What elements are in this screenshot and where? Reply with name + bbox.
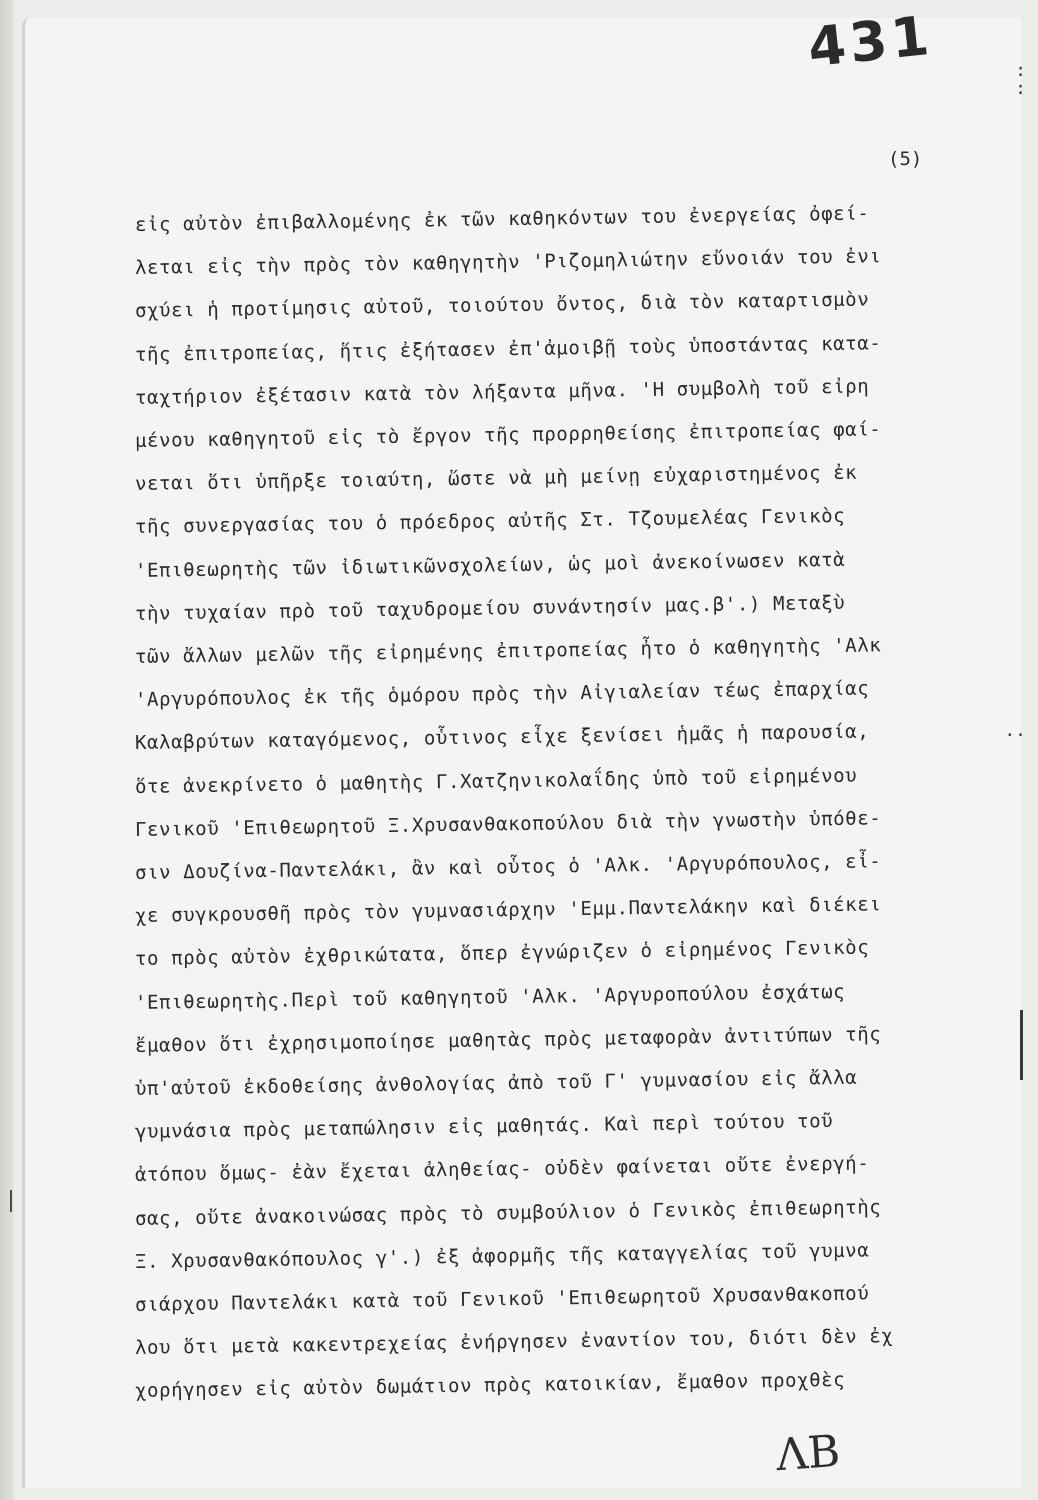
text-line: ὑπ'αὐτοῦ ἐκδοθείσης ἀνθολογίας ἀπὸ τοῦ Γ' γυμνασίου εἰς ἄλλα <box>134 1066 858 1100</box>
text-line: Καλαβρύτων καταγόμενος, οὗτινος εἶχε ξενίσει ἡμᾶς ἡ παρουσία, <box>134 720 870 755</box>
folio-number: 431 <box>805 3 936 80</box>
text-line: λου ὅτι μετὰ κακεντρεχείας ἐνήργησεν ἐναντίον του, διότι δὲν ἐχ <box>134 1325 894 1360</box>
text-line: τὴν τυχαίαν πρὸ τοῦ ταχυδρομείου συνάντησίν μας.β'.) Μεταξὺ <box>134 591 846 625</box>
text-line: χορήγησεν εἰς αὐτὸν δωμάτιον πρὸς κατοικίαν, ἔμαθον προχθὲς <box>134 1369 846 1403</box>
text-line: σιάρχου Παντελάκι κατὰ τοῦ Γενικοῦ 'Επιθεωρητοῦ Χρυσανθακοπού <box>134 1282 870 1316</box>
text-line: τῆς ἐπιτροπείας, ἥτις ἐξήτασεν ἐπ'ἀμοιβῇ τοὺς ὑποστάντας κατα- <box>134 331 882 366</box>
text-line: λεται εἰς τὴν πρὸς τὸν καθηγητὴν 'Ριζομηλιώτην εὔνοιάν του ἐνι <box>134 245 882 280</box>
text-line: ἔμαθον ὅτι ἐχρησιμοποίησε μαθητὰς πρὸς μεταφορὰν ἀντιτύπων τῆς <box>134 1023 882 1057</box>
text-line: ἀτόπου ὅμως- ἐὰν ἔχεται ἀληθείας- οὐδὲν φαίνεται οὔτε ἐνεργή- <box>134 1152 870 1187</box>
margin-line <box>1020 1010 1023 1080</box>
text-line: τῆς συνεργασίας του ὁ πρόεδρος αὐτῆς Στ. Τζουμελέας Γενικὸς <box>134 505 846 539</box>
text-line: εἰς αὐτὸν ἐπιβαλλομένης ἐκ τῶν καθηκόντων του ἐνεργείας ὀφεί- <box>134 202 870 236</box>
margin-mark: .. <box>1004 720 1026 741</box>
text-line: 'Επιθεωρητὴς.Περὶ τοῦ καθηγητοῦ 'Αλκ. 'Αργυροπούλου ἐσχάτως <box>134 980 846 1014</box>
text-line: 'Αργυρόπουλος ἐκ τῆς ὁμόρου πρὸς τὴν Αἰγιαλείαν τέως ἐπαρχίας <box>134 677 870 712</box>
text-line: σιν Δουζίνα-Παντελάκι, ἂν καὶ οὗτος ὁ 'Αλκ. 'Αργυρόπουλος, εἶ- <box>134 850 882 884</box>
page-number: (5) <box>888 148 923 170</box>
text-line: το πρὸς αὐτὸν ἐχθρικώτατα, ὅπερ ἐγνώριζεν ὁ εἰρημένος Γενικὸς <box>134 936 870 971</box>
text-line: Ξ. Χρυσανθακόπουλος γ'.) ἐξ ἀφορμῆς τῆς καταγγελίας τοῦ γυμνα <box>134 1239 870 1273</box>
text-line: τῶν ἄλλων μελῶν τῆς εἰρημένης ἐπιτροπείας ἦτο ὁ καθηγητὴς 'Αλκ <box>134 634 882 668</box>
text-line: γυμνάσια πρὸς μεταπώλησιν εἰς μαθητάς. Καὶ περὶ τούτου τοῦ <box>134 1110 834 1144</box>
binding-edge <box>0 0 14 1500</box>
text-line: σας, οὔτε ἀνακοινώσας πρὸς τὸ συμβούλιον ὁ Γενικὸς ἐπιθεωρητὴς <box>134 1195 882 1230</box>
text-line: ὅτε ἀνεκρίνετο ὁ μαθητὴς Γ.Χατζηνικολαΐδης ὑπὸ τοῦ εἰρημένου <box>134 764 858 798</box>
text-line: ταχτήριον ἐξέτασιν κατὰ τὸν λήξαντα μῆνα. 'Η συμβολὴ τοῦ εἰρη <box>134 375 870 409</box>
text-line: χε συγκρουσθῆ πρὸς τὸν γυμνασιάρχην 'Εμμ.Παντελάκην καὶ διέκει <box>134 893 882 928</box>
text-line: σχύει ἡ προτίμησις αὐτοῦ, τοιούτου ὄντος, διὰ τὸν καταρτισμὸν <box>134 288 870 323</box>
margin-mark: : <box>1015 60 1026 81</box>
handwritten-initials: ΛΒ <box>774 1425 842 1482</box>
margin-mark: : <box>1015 78 1026 99</box>
text-line: 'Επιθεωρητὴς τῶν ἰδιωτικῶνσχολείων, ὡς μοὶ ἀνεκοίνωσεν κατὰ <box>134 548 846 582</box>
text-line: μένου καθηγητοῦ εἰς τὸ ἔργον τῆς προρρηθείσης ἐπιτροπείας φαί- <box>134 418 882 452</box>
text-line: νεται ὅτι ὑπῆρξε τοιαύτη, ὥστε νὰ μὴ μείνῃ εὐχαριστημένος ἐκ <box>134 461 858 496</box>
text-line: Γενικοῦ 'Επιθεωρητοῦ Ξ.Χρυσανθακοπούλου διὰ τὴν γνωστὴν ὑπόθε- <box>134 807 882 841</box>
margin-tick <box>10 1190 12 1212</box>
